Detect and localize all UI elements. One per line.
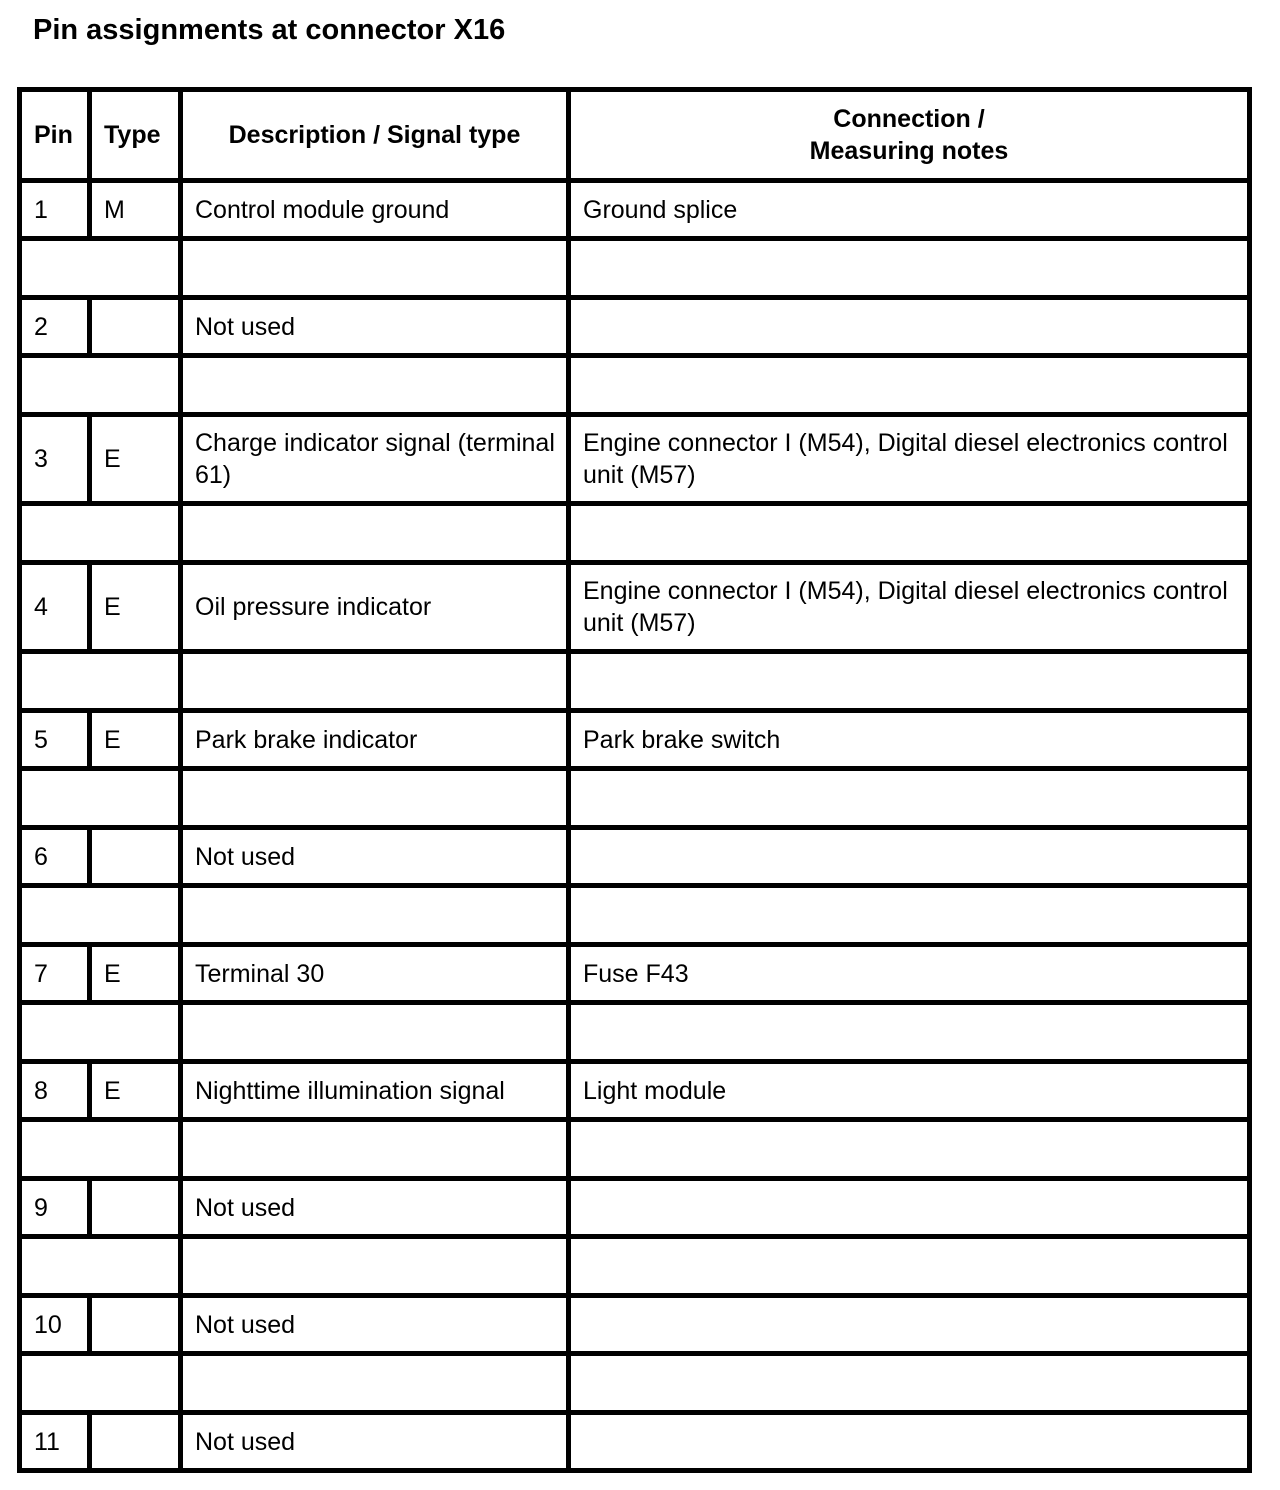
spacer-cell bbox=[181, 886, 569, 945]
connection-cell: Light module bbox=[569, 1062, 1250, 1120]
spacer-cell bbox=[569, 356, 1250, 415]
description-cell: Not used bbox=[181, 1413, 569, 1471]
spacer-cell bbox=[569, 239, 1250, 298]
connection-cell bbox=[569, 1296, 1250, 1354]
table-row bbox=[20, 1179, 1250, 1237]
header-connection-line2: Measuring notes bbox=[809, 137, 1009, 165]
header-pin: Pin bbox=[20, 90, 90, 181]
pin-cell: 9 bbox=[20, 1179, 90, 1237]
connection-cell bbox=[569, 828, 1250, 886]
header-connection-line1: Connection / bbox=[833, 105, 985, 133]
type-cell: E bbox=[90, 945, 181, 1003]
pin-cell: 8 bbox=[20, 1062, 90, 1120]
spacer-cell bbox=[181, 1003, 569, 1062]
description-cell: Control module ground bbox=[181, 181, 569, 239]
table-row bbox=[20, 298, 1250, 356]
spacer-cell bbox=[569, 504, 1250, 563]
pin-cell: 3 bbox=[20, 415, 90, 504]
spacer-cell bbox=[181, 1354, 569, 1413]
type-cell bbox=[90, 298, 181, 356]
spacer-row bbox=[20, 652, 1250, 711]
spacer-cell bbox=[569, 886, 1250, 945]
table-row bbox=[20, 563, 1250, 652]
pin-cell: 7 bbox=[20, 945, 90, 1003]
description-cell: Charge indicator signal (terminal 61) bbox=[181, 415, 569, 504]
table-row bbox=[20, 1413, 1250, 1471]
type-cell: E bbox=[90, 1062, 181, 1120]
spacer-cell bbox=[20, 1354, 181, 1413]
table-row bbox=[20, 711, 1250, 769]
type-cell bbox=[90, 1179, 181, 1237]
spacer-cell bbox=[181, 769, 569, 828]
connection-cell: Park brake switch bbox=[569, 711, 1250, 769]
header-connection bbox=[569, 90, 1250, 181]
connection-cell bbox=[569, 298, 1250, 356]
spacer-cell bbox=[20, 652, 181, 711]
connection-cell: Ground splice bbox=[569, 181, 1250, 239]
type-cell bbox=[90, 1413, 181, 1471]
table-row bbox=[20, 1062, 1250, 1120]
spacer-cell bbox=[20, 1237, 181, 1296]
spacer-cell bbox=[20, 769, 181, 828]
spacer-cell bbox=[569, 1003, 1250, 1062]
spacer-row bbox=[20, 886, 1250, 945]
spacer-row bbox=[20, 769, 1250, 828]
spacer-row bbox=[20, 1354, 1250, 1413]
connection-cell bbox=[569, 1179, 1250, 1237]
connection-cell: Fuse F43 bbox=[569, 945, 1250, 1003]
connection-cell bbox=[569, 1413, 1250, 1471]
spacer-cell bbox=[20, 1120, 181, 1179]
header-type: Type bbox=[90, 90, 181, 181]
pin-cell: 10 bbox=[20, 1296, 90, 1354]
pin-cell: 11 bbox=[20, 1413, 90, 1471]
spacer-row bbox=[20, 1237, 1250, 1296]
description-cell: Nighttime illumination signal bbox=[181, 1062, 569, 1120]
type-cell bbox=[90, 828, 181, 886]
spacer-cell bbox=[181, 356, 569, 415]
description-cell: Oil pressure indicator bbox=[181, 563, 569, 652]
type-cell: E bbox=[90, 563, 181, 652]
spacer-cell bbox=[20, 239, 181, 298]
spacer-cell bbox=[20, 886, 181, 945]
spacer-cell bbox=[569, 1354, 1250, 1413]
spacer-row bbox=[20, 356, 1250, 415]
spacer-cell bbox=[181, 239, 569, 298]
pin-cell: 5 bbox=[20, 711, 90, 769]
table-row bbox=[20, 415, 1250, 504]
type-cell bbox=[90, 1296, 181, 1354]
spacer-cell bbox=[181, 652, 569, 711]
pin-cell: 6 bbox=[20, 828, 90, 886]
spacer-cell bbox=[20, 504, 181, 563]
spacer-cell bbox=[569, 1120, 1250, 1179]
description-cell: Not used bbox=[181, 1296, 569, 1354]
page-title: Pin assignments at connector X16 bbox=[33, 14, 506, 46]
pin-cell: 2 bbox=[20, 298, 90, 356]
table-row bbox=[20, 945, 1250, 1003]
header-description: Description / Signal type bbox=[181, 90, 569, 181]
spacer-cell bbox=[181, 1237, 569, 1296]
spacer-row bbox=[20, 504, 1250, 563]
spacer-cell bbox=[569, 769, 1250, 828]
spacer-cell bbox=[20, 1003, 181, 1062]
table-header-row bbox=[20, 90, 1250, 181]
description-cell: Terminal 30 bbox=[181, 945, 569, 1003]
spacer-cell bbox=[569, 1237, 1250, 1296]
pin-cell: 4 bbox=[20, 563, 90, 652]
type-cell: E bbox=[90, 711, 181, 769]
spacer-cell bbox=[569, 652, 1250, 711]
table-row bbox=[20, 181, 1250, 239]
table-row bbox=[20, 1296, 1250, 1354]
description-cell: Park brake indicator bbox=[181, 711, 569, 769]
table-row bbox=[20, 828, 1250, 886]
spacer-row bbox=[20, 1120, 1250, 1179]
pin-assignment-table bbox=[17, 87, 1252, 1473]
spacer-cell bbox=[20, 356, 181, 415]
spacer-row bbox=[20, 1003, 1250, 1062]
type-cell: M bbox=[90, 181, 181, 239]
pin-cell: 1 bbox=[20, 181, 90, 239]
spacer-row bbox=[20, 239, 1250, 298]
spacer-cell bbox=[181, 504, 569, 563]
connection-cell: Engine connector I (M54), Digital diesel electronics control unit (M57) bbox=[569, 415, 1250, 504]
spacer-cell bbox=[181, 1120, 569, 1179]
description-cell: Not used bbox=[181, 828, 569, 886]
description-cell: Not used bbox=[181, 298, 569, 356]
description-cell: Not used bbox=[181, 1179, 569, 1237]
connection-cell: Engine connector I (M54), Digital diesel electronics control unit (M57) bbox=[569, 563, 1250, 652]
type-cell: E bbox=[90, 415, 181, 504]
